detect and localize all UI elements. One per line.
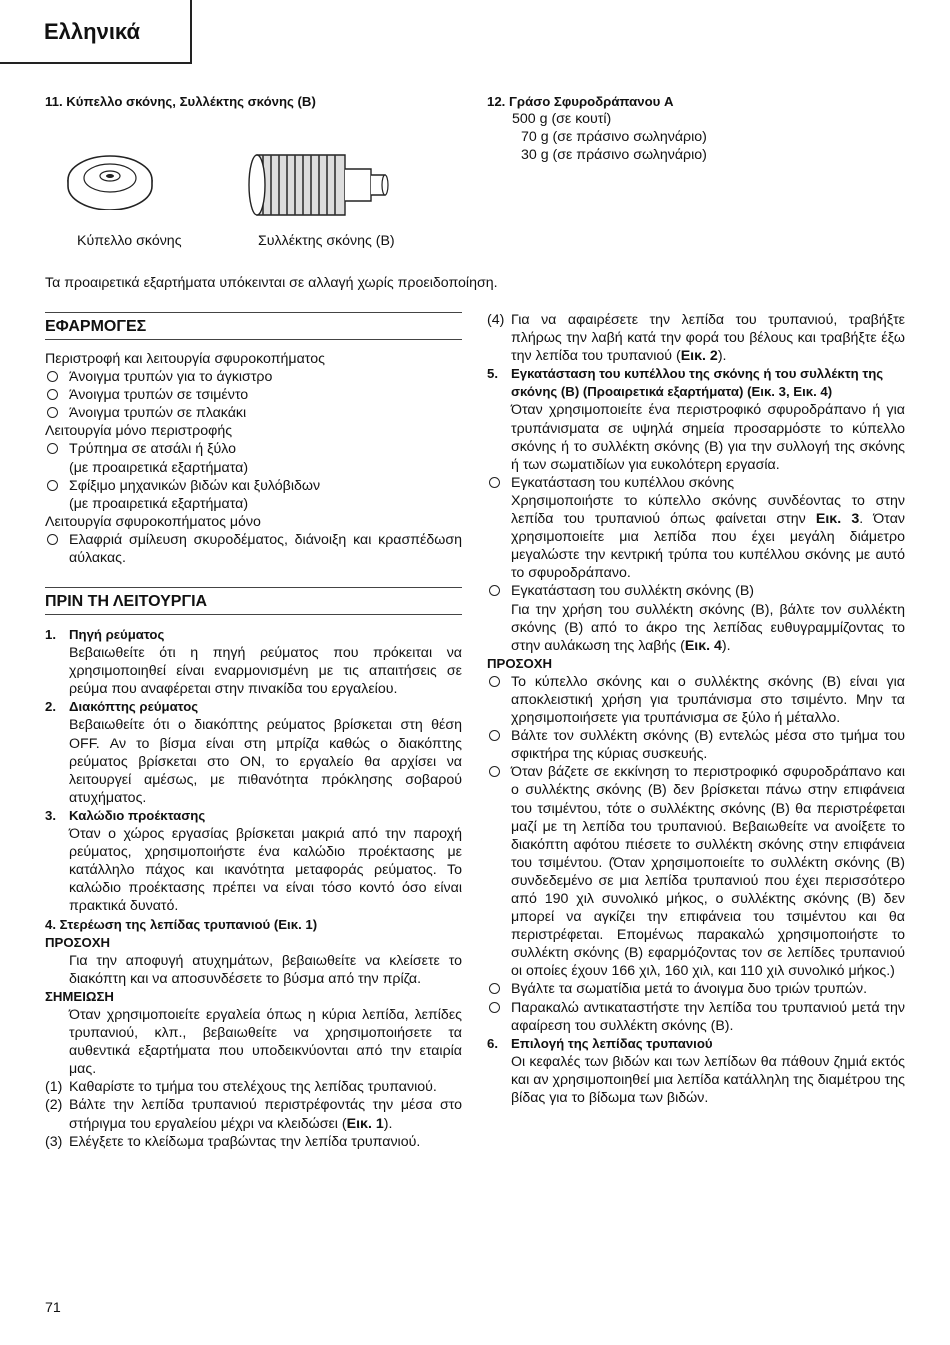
caution-bullet: Όταν βάζετε σε εκκίνηση το περιστροφικό σφυροδράπανο και ο συλλέκτης σκόνης (B) δεν βρίσκεται πάνω στην επιφάνεια του τσιμέντου, τότε ο συλλέκτης σκόνης (B) θα περιστρέφεται μαζί με τη λεπίδα του τρυπανιού. Βεβαιωθείτε να ανοίξετε το διακόπτη αφότου πιέσετε το συλλέκτη σκόνης στην επιφάνεια του τσιμέντου. (Όταν χρησιμοποιείτε το συλλέκτη σκόνης (B) συνδεδεμένο σε μια λεπίδα τρυπανιού που έχει περισσότερο από 190 χιλ συνολικό μήκος, ο συλλέκτης σκόνης (B) δεν μπορεί να αγκίζει την επιφάνεια του τσιμέντου και θα περιστρέφεται. Επομένως παρακαλώ χρησιμοποιήστε το συλλέκτη σκόνης (B) εφαρμόζοντας τον σε λεπίδες τρυπανιού οι οποίες έχουν 166 χιλ, 160 χιλ, και 110 χιλ συνολικό μήκος.): [487, 763, 905, 980]
application-bullet: Άνοιγμα τρυπών σε τσιμέντο: [45, 386, 462, 404]
item12-list: [512, 110, 707, 164]
prior-heading: ΠΡΙΝ ΤΗ ΛΕΙΤΟΥΡΓΙΑ: [45, 587, 462, 615]
dust-collector-illustration: [245, 145, 395, 225]
application-bullet: Σφίξιμο μηχανικών βιδών και ξυλόβιδων: [45, 477, 462, 495]
caution-bullet: Το κύπελλο σκόνης και ο συλλέκτης σκόνης (B) είναι για αποκλειστική χρήση για τρυπάνισμα στο τσιμέντο. Μην τα χρησιμοποιήσετε για τρυπάνισμα σε ξύλο ή μέταλλο.: [487, 673, 905, 727]
dust-cup-illustration: [62, 140, 162, 210]
page-number: 71: [45, 1300, 61, 1316]
dust-collector-caption: Συλλέκτης σκόνης (B): [258, 233, 395, 249]
prior-item-3-text: Όταν ο χώρος εργασίας βρίσκεται μακριά από την παροχή ρεύματος, χρησιμοποιήστε ένα καλώδιο προέκτασης με κατάλληλο πάχος και ικανότητα μεταφοράς ρεύματος. Το καλώδιο προέκτασης πρέπει να είναι τόσο κοντό όσο είναι πρακτικά δυνατό.: [69, 826, 462, 915]
dust-collector-install-title: Εγκατάσταση του συλλέκτη σκόνης (B): [487, 582, 905, 600]
section-6-title: 6. Επιλογή της λεπίδας τρυπανιού: [487, 1035, 713, 1051]
note-text: Όταν χρησιμοποιείτε εργαλεία όπως η κύρια λεπίδα, λεπίδες τρυπανιού, κλπ., βεβαιωθείτε να χρησιμοποιήσετε τα αυθεντικά εξαρτήματα που υποδεικνύονται από την εταιρία μας.: [69, 1006, 462, 1078]
application-bullet: Τρύπημα σε ατσάλι ή ξύλο: [45, 440, 462, 458]
prior-item-2-text: Βεβαιωθείτε ότι ο διακόπτης ρεύματος βρίσκεται στη θέση OFF. Αν το βίσμα είναι στη μπρίζα καθώς ο διακόπτης ρεύματος βρίσκεται στο ON, το εργαλείο θα αρχίσει να λειτουργεί αμέσως, με πιθανότητα πρόκλησης σοβαρού ατυχήματος.: [69, 717, 462, 806]
application-line: (με προαιρετικά εξαρτήματα): [69, 495, 249, 512]
application-line: Λειτουργία μόνο περιστροφής: [45, 423, 233, 440]
caution-label: ΠΡΟΣΟΧΗ: [487, 655, 553, 671]
applications-heading: ΕΦΑΡΜΟΓΕΣ: [45, 312, 462, 340]
prior-item-3-title: 3. Καλώδιο προέκτασης: [45, 807, 206, 823]
step-3: (3) Ελέγξετε το κλείδωμα τραβώντας την λεπίδα τρυπανιού.: [45, 1133, 421, 1150]
prior-item-2-title: 2. Διακόπτης ρεύματος: [45, 699, 199, 715]
dust-cup-install-title: Εγκατάσταση του κυπέλλου σκόνης: [487, 474, 905, 492]
item12-line: 500 g (σε κουτί): [512, 111, 612, 127]
dust-cup-caption: Κύπελλο σκόνης: [77, 233, 182, 249]
dust-cup-install-text: Χρησιμοποιήστε το κύπελλο σκόνης συνδέοντας το στην λεπίδα του τρυπανιού όπως φαίνεται στην Εικ. 3. Όταν χρησιμοποιείτε μια λεπίδα που έχει μεγάλη διάμετρο μεγαλώστε την κεντρική τρύπα του κυπέλλου σκόνης με αυτό το σφυροδράπανο.: [511, 492, 905, 582]
section-5-text: Όταν χρησιμοποιείτε ένα περιστροφικό σφυροδράπανο ή για τρυπάνισματα σε υψηλά σημεία προσαρμόστε το κύπελλο σκόνης ή το συλλέκτη σκόνης (B) για την συλλογή της σκόνης ή των σωματιδίων για ευκολότερη εργασία.: [511, 402, 905, 473]
step-4: (4) Για να αφαιρέσετε την λεπίδα του τρυπανιού, τραβήξτε πλήρως την λαβή κατά την φορά του βέλους και τραβήξτε έξω την λεπίδα του τρυπανιού (Εικ. 2).: [487, 312, 905, 365]
application-line: Λειτουργία σφυροκοπήματος μόνο: [45, 513, 261, 530]
step-2: (2) Βάλτε την λεπίδα τρυπανιού περιστρέφοντάς την μέσα στο στήριγμα του εργαλείου μέχρι να κλειδώσει (Εικ. 1).: [45, 1097, 462, 1132]
section-6-text: Οι κεφαλές των βιδών και των λεπίδων θα πάθουν ζημιά εκτός και αν χρησιμοποιηθεί μια λεπίδα κατάλληλη της διαμέτρου της βίδας για το βίδωμα των βιδών.: [511, 1053, 905, 1107]
item12-line: 70 g (σε πράσινο σωληνάριο): [521, 129, 707, 146]
item12-title: 12. Γράσο Σφυροδράπανου A: [487, 94, 674, 109]
application-bullet: Άνοιγμα τρυπών για το άγκιστρο: [45, 368, 462, 386]
application-bullet: Άνοιγμα τρυπών σε πλακάκι: [45, 404, 462, 422]
caution-bullet: Βάλτε τον συλλέκτη σκόνης (B) εντελώς μέσα στο τμήμα του σφικτήρα της κύριας συσκευής.: [487, 727, 905, 763]
application-line: (με προαιρετικά εξαρτήματα): [69, 459, 249, 476]
item12-line: 30 g (σε πράσινο σωληνάριο): [521, 147, 707, 164]
language-tab-label: Ελληνικά: [44, 19, 140, 44]
dust-collector-install-text: Για την χρήση του συλλέκτη σκόνης (B), βάλτε τον συλλέκτη σκόνης (B) από το άκρο της λεπίδας ευθυγραμμίζοντας το στην αυλάκωση της λαβής (Εικ. 4).: [511, 601, 905, 654]
prior-item-1-text: Βεβαιωθείτε ότι η πηγή ρεύματος που πρόκειται να χρησιμοποιηθεί είναι εναρμονισμένη με τις απαιτήσεις σε ρεύμα που αναφέρεται στην πινακίδα του εργαλείου.: [69, 645, 462, 698]
language-tab: [0, 0, 192, 64]
right-column: [487, 311, 905, 1107]
caution-bullet: Παρακαλώ αντικαταστήστε την λεπίδα του τρυπανιού μετά την αφαίρεση του συλλέκτη σκόνης (B).: [487, 999, 905, 1035]
application-line: Περιστροφή και λειτουργία σφυροκοπήματος: [45, 351, 325, 367]
caution-text: Για την αποφυγή ατυχημάτων, βεβαιωθείτε να κλείσετε το διακόπτη και να αποσυνδέσετε το βύσμα από την πρίζα.: [69, 952, 462, 987]
caution-bullet: Βγάλτε τα σωματίδια μετά το άνοιγμα δυο τριών τρυπών.: [487, 980, 905, 998]
accessories-notice: Τα προαιρετικά εξαρτήματα υπόκεινται σε αλλαγή χωρίς προειδοποίηση.: [45, 275, 498, 291]
prior-section: [45, 626, 462, 1151]
prior-item-1-title: 1. Πηγή ρεύματος: [45, 627, 165, 642]
item11-title: 11. Κύπελλο σκόνης, Συλλέκτης σκόνης (B): [45, 94, 316, 109]
section-5-title: 5. Εγκατάσταση του κυπέλλου της σκόνης ή του συλλέκτη της σκόνης (B) (Προαιρετικά εξαρτήματα) (Εικ. 3, Εικ. 4): [487, 366, 884, 400]
step-1: (1) Καθαρίστε το τμήμα του στελέχους της λεπίδας τρυπανιού.: [45, 1079, 437, 1096]
application-bullet: Ελαφριά σμίλευση σκυροδέματος, διάνοιξη και κρασπέδωση αύλακας.: [45, 531, 462, 567]
note-label: ΣΗΜΕΙΩΣΗ: [45, 988, 114, 1004]
prior-item-4-title: 4. Στερέωση της λεπίδας τρυπανιού (Εικ. 1): [45, 916, 318, 932]
applications-list: [45, 350, 462, 567]
caution-label: ΠΡΟΣΟΧΗ: [45, 934, 111, 950]
